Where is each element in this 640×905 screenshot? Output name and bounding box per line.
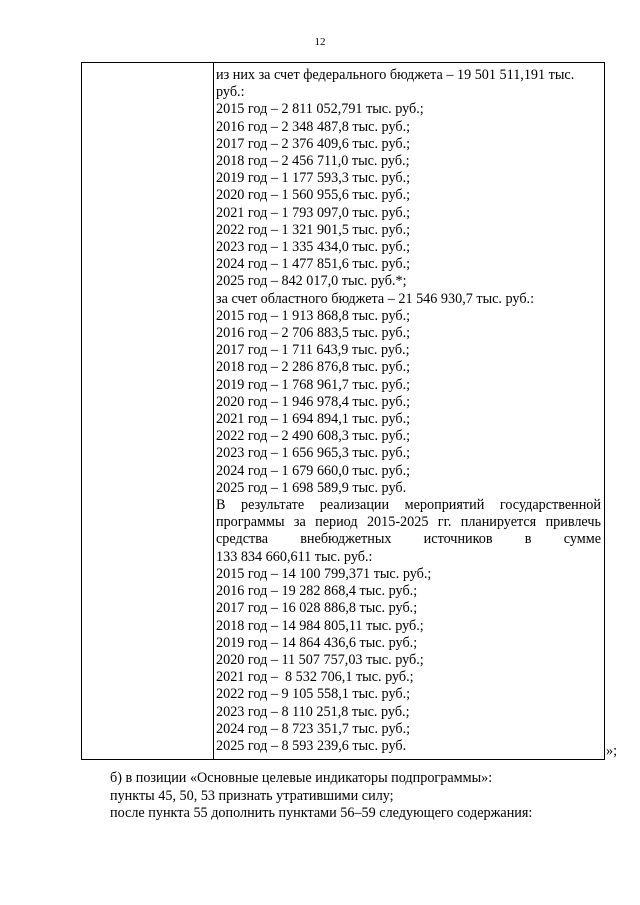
federal-year-2022: 2022 год – 1 321 901,5 тыс. руб.; (216, 221, 411, 238)
extra-paragraph-line: программы за период 2015-2025 гг. планируется привлечь (216, 514, 601, 531)
federal-year-2020: 2020 год – 1 560 955,6 тыс. руб.; (216, 187, 411, 204)
federal-year-2021: 2021 год – 1 793 097,0 тыс. руб.; (216, 204, 411, 221)
after-line-add: после пункта 55 дополнить пунктами 56–59 следующего содержания: (110, 805, 533, 821)
regional-year-2019: 2019 год – 1 768 961,7 тыс. руб.; (216, 376, 411, 393)
federal-year-2023: 2023 год – 1 335 434,0 тыс. руб.; (216, 239, 411, 256)
financing-cell (216, 67, 601, 755)
page-number: 12 (314, 36, 326, 48)
federal-year-2016: 2016 год – 2 348 487,8 тыс. руб.; (216, 118, 411, 135)
regional-year-2024: 2024 год – 1 679 660,0 тыс. руб.; (216, 462, 411, 479)
federal-year-2015: 2015 год – 2 811 052,791 тыс. руб.; (216, 101, 424, 118)
extra-year-2019: 2019 год – 14 864 436,6 тыс. руб.; (216, 634, 418, 651)
federal-intro: из них за счет федерального бюджета – 19 501 511,191 тыс. руб.: (216, 67, 575, 101)
extra-year-2015: 2015 год – 14 100 799,371 тыс. руб.; (216, 565, 432, 582)
federal-year-2018: 2018 год – 2 456 711,0 тыс. руб.; (216, 153, 410, 170)
regional-year-2015: 2015 год – 1 913 868,8 тыс. руб.; (216, 307, 411, 324)
financing-table (81, 62, 605, 760)
federal-year-2024: 2024 год – 1 477 851,6 тыс. руб.; (216, 256, 411, 273)
extra-year-2024: 2024 год – 8 723 351,7 тыс. руб.; (216, 720, 411, 737)
regional-year-2023: 2023 год – 1 656 965,3 тыс. руб.; (216, 445, 411, 462)
regional-year-2020: 2020 год – 1 946 978,4 тыс. руб.; (216, 393, 411, 410)
extra-year-2023: 2023 год – 8 110 251,8 тыс. руб.; (216, 703, 410, 720)
extra-paragraph-line: В результате реализации мероприятий государственной (216, 497, 601, 514)
regional-year-2021: 2021 год – 1 694 894,1 тыс. руб.; (216, 411, 411, 428)
regional-year-2017: 2017 год – 1 711 643,9 тыс. руб.; (216, 342, 410, 359)
federal-year-2019: 2019 год – 1 177 593,3 тыс. руб.; (216, 170, 411, 187)
extra-year-2017: 2017 год – 16 028 886,8 тыс. руб.; (216, 600, 418, 617)
after-line-points: пункты 45, 50, 53 признать утратившими силу; (110, 787, 394, 804)
extra-paragraph-line: средства внебюджетных источников в сумме (216, 531, 601, 548)
closing-quote: »; (606, 743, 618, 759)
column-divider (213, 63, 214, 759)
regional-intro: за счет областного бюджета – 21 546 930,7 тыс. руб.: (216, 290, 535, 307)
regional-year-2025: 2025 год – 1 698 589,9 тыс. руб. (216, 479, 407, 496)
extra-paragraph-total: 133 834 660,611 тыс. руб.: (216, 548, 373, 565)
after-line-b: б) в позиции «Основные целевые индикаторы подпрограммы»: (110, 770, 493, 786)
extra-year-2022: 2022 год – 9 105 558,1 тыс. руб.; (216, 686, 411, 703)
extra-year-2021: 2021 год – 8 532 706,1 тыс. руб.; (216, 669, 414, 686)
extra-year-2025: 2025 год – 8 593 239,6 тыс. руб. (216, 737, 407, 754)
federal-year-2017: 2017 год – 2 376 409,6 тыс. руб.; (216, 135, 411, 152)
regional-year-2022: 2022 год – 2 490 608,3 тыс. руб.; (216, 428, 411, 445)
extra-year-2016: 2016 год – 19 282 868,4 тыс. руб.; (216, 583, 418, 600)
extra-year-2018: 2018 год – 14 984 805,11 тыс. руб.; (216, 617, 424, 634)
after-table-text (110, 770, 532, 823)
federal-year-2025: 2025 год – 842 017,0 тыс. руб.*; (216, 273, 407, 290)
regional-year-2016: 2016 год – 2 706 883,5 тыс. руб.; (216, 325, 411, 342)
extra-year-2020: 2020 год – 11 507 757,03 тыс. руб.; (216, 651, 424, 668)
regional-year-2018: 2018 год – 2 286 876,8 тыс. руб.; (216, 359, 411, 376)
